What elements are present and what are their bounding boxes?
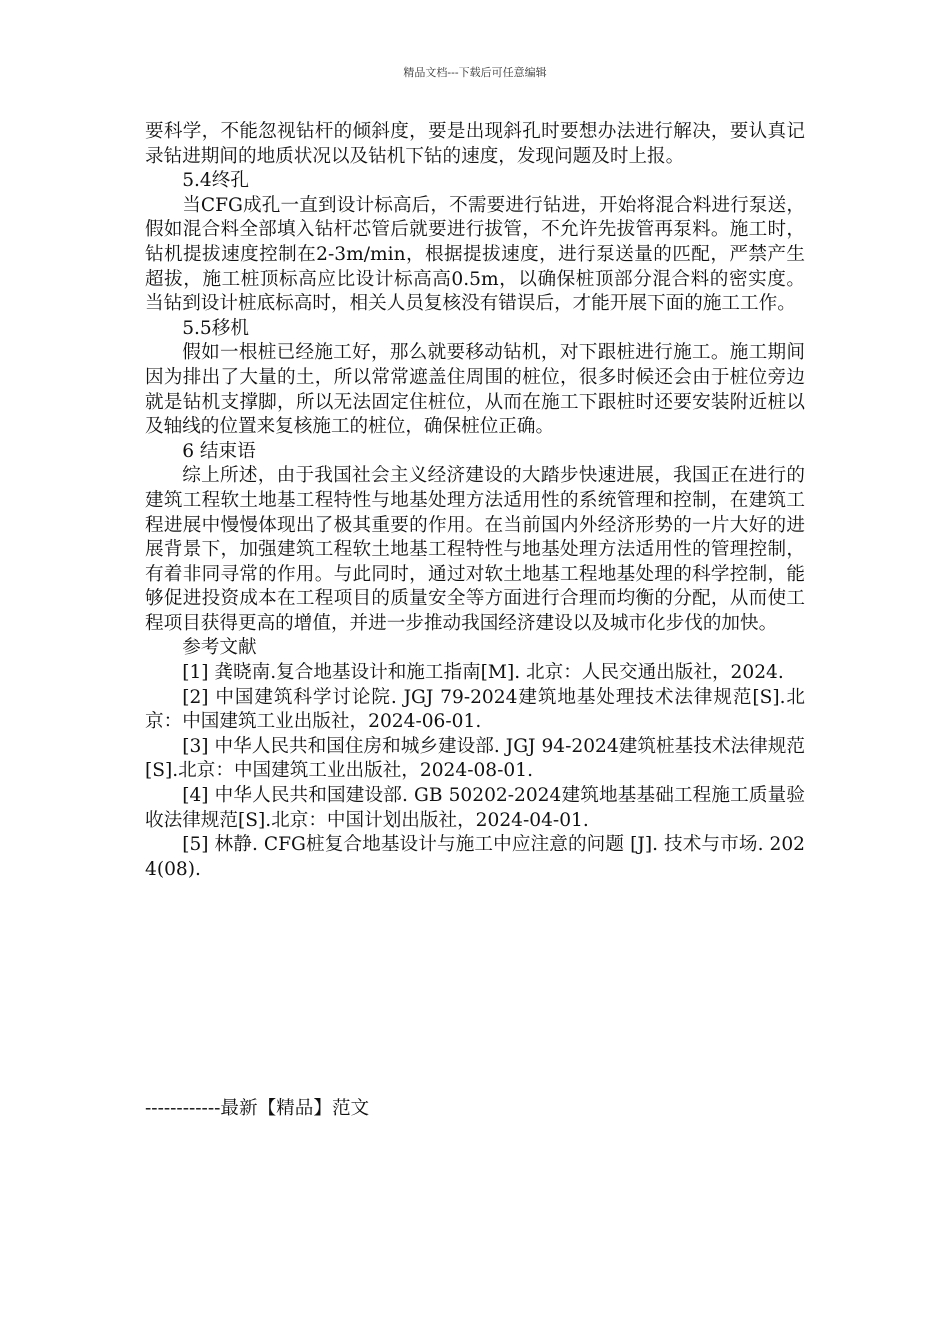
reference-item: [3] 中华人民共和国住房和城乡建设部. JGJ 94-2024建筑桩基技术法律规范[S].北京：中国建筑工业出版社，2024-08-01. [145,735,805,782]
section-heading-6: 6 结束语 [182,440,256,462]
references-heading: 参考文献 [182,637,257,659]
document-body [145,120,805,882]
reference-item: [2] 中国建筑科学讨论院. JGJ 79-2024建筑地基处理技术法律规范[S].北京：中国建筑工业出版社，2024-06-01. [145,686,805,733]
paragraph-5-5: 假如一根桩已经施工好，那么就要移动钻机，对下跟桩进行施工。施工期间因为排出了大量的土，所以常常遮盖住周围的桩位，很多时候还会由于桩位旁边就是钻机支撑脚，所以无法固定住桩位，从而在施工下跟桩时还要安装附近桩以及轴线的位置来复核施工的桩位，确保桩位正确。 [145,342,805,438]
section-heading-5-4: 5.4终孔 [182,170,249,192]
paragraph-6: 综上所述，由于我国社会主义经济建设的大踏步快速进展，我国正在进行的建筑工程软土地基工程特性与地基处理方法适用性的系统管理和控制，在建筑工程进展中慢慢体现出了极其重要的作用。在当前国内外经济形势的一片大好的进展背景下，加强建筑工程软土地基工程特性与地基处理方法适用性的管理控制，有着非同寻常的作用。与此同时，通过对软土地基工程地基处理的科学控制，能够促进投资成本在工程项目的质量安全等方面进行合理而均衡的分配，从而使工程项目获得更高的增值，并进一步推动我国经济建设以及城市化步伐的加快。 [145,465,805,634]
paragraph-5-4: 当CFG成孔一直到设计标高后，不需要进行钻进，开始将混合料进行泵送，假如混合料全部填入钻杆芯管后就要进行拔管，不允许先拔管再泵料。施工时，钻机提拔速度控制在2-3m/min，根据提拔速度，进行泵送量的匹配，严禁产生超拔，施工桩顶标高应比设计标高高0.5m，以确保桩顶部分混合料的密实度。当钻到设计桩底标高时，相关人员复核没有错误后，才能开展下面的施工工作。 [145,194,805,315]
reference-item: [1] 龚晓南.复合地基设计和施工指南[M]. 北京：人民交通出版社，2024. [182,662,784,684]
section-heading-5-5: 5.5移机 [182,317,249,339]
page-header: 精品文档---下载后可任意编辑 [403,66,547,79]
reference-item: [4] 中华人民共和国建设部. GB 50202-2024建筑地基基础工程施工质量验收法律规范[S].北京：中国计划出版社，2024-04-01. [145,785,805,831]
footer-text: ------------最新【精品】范文 [145,1098,370,1119]
reference-item: [5] 林静. CFG桩复合地基设计与施工中应注意的问题 [J]. 技术与市场. 2024(08). [145,834,805,880]
paragraph-intro: 要科学，不能忽视钻杆的倾斜度，要是出现斜孔时要想办法进行解决，要认真记录钻进期间的地质状况以及钻机下钻的速度，发现问题及时上报。 [145,121,805,167]
